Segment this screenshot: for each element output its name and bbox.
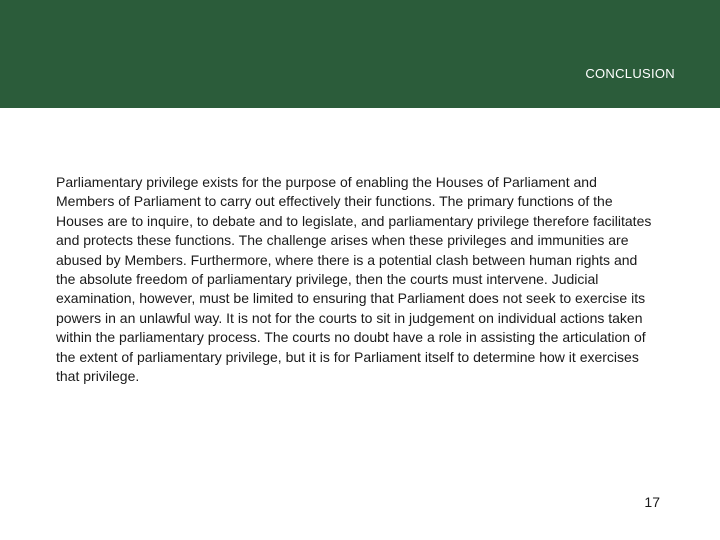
- conclusion-paragraph: Parliamentary privilege exists for the purpose of enabling the Houses of Parliament and Members of Parliament to carry out effectively their functions. The primary functions of the Houses are to inquire, to debate and to legislate, and parliamentary privilege therefore facilitates and protects these functions. The challenge arises when these privileges and immunities are abused by Members. Furthermore, where there is a potential clash between human rights and the absolute freedom of parliamentary privilege, then the courts must intervene. Judicial examination, however, must be limited to ensuring that Parliament does not seek to exercise its powers in an unlawful way. It is not for the courts to sit in judgement on individual actions taken within the parliamentary process. The courts no doubt have a role in assisting the articulation of the extent of parliamentary privilege, but it is for Parliament itself to determine how it exercises that privilege.: [56, 174, 652, 385]
- header-band: [0, 0, 720, 108]
- slide-title: CONCLUSION: [585, 66, 675, 81]
- page-number: 17: [644, 494, 660, 510]
